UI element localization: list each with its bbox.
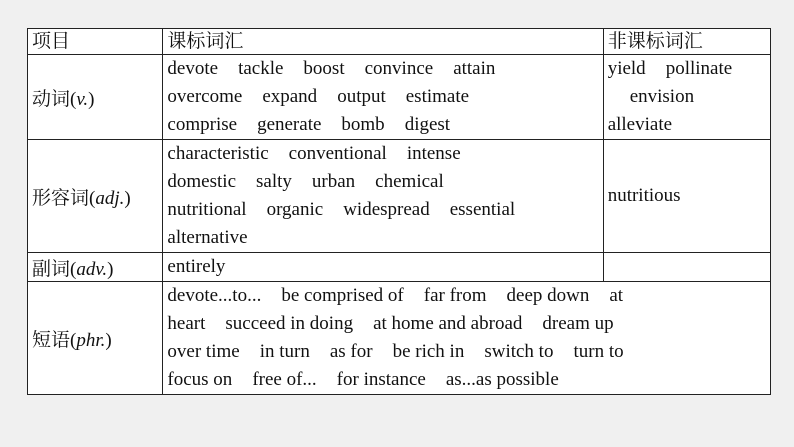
word-line xyxy=(608,55,767,83)
word: free of... xyxy=(252,369,317,390)
category-verbs: 动词(v.) xyxy=(28,55,163,140)
word-line xyxy=(167,140,599,168)
category-zh: 形容词 xyxy=(32,187,90,209)
word: alternative xyxy=(167,227,248,248)
header-row xyxy=(28,29,771,55)
word: switch to xyxy=(484,341,554,362)
word-line xyxy=(167,310,767,338)
word: tackle xyxy=(238,58,284,79)
word: be comprised of xyxy=(281,285,404,306)
word-line xyxy=(167,224,599,252)
vocabulary-table xyxy=(27,28,771,395)
word: organic xyxy=(266,199,324,220)
word-line xyxy=(167,366,767,394)
word: entirely xyxy=(167,256,226,277)
word: intense xyxy=(406,143,461,164)
non-curriculum-cell-adverbs xyxy=(603,253,770,282)
word: convince xyxy=(364,58,434,79)
word: nutritional xyxy=(167,199,247,220)
word-line xyxy=(608,182,767,210)
word: devote xyxy=(167,58,219,79)
table-row-adverbs xyxy=(28,253,771,282)
curriculum-cell-phrases xyxy=(163,282,771,395)
word: conventional xyxy=(288,143,387,164)
curriculum-cell-adverbs xyxy=(163,253,603,282)
table-row-phrases xyxy=(28,282,771,395)
word: widespread xyxy=(343,199,430,220)
word: chemical xyxy=(375,171,444,192)
category-en: adj. xyxy=(95,187,125,209)
word: domestic xyxy=(167,171,237,192)
word: pollinate xyxy=(665,58,733,79)
word-line xyxy=(167,55,599,83)
word-line xyxy=(608,83,767,111)
word: nutritious xyxy=(607,185,681,206)
word: envision xyxy=(629,86,695,107)
word: generate xyxy=(257,114,322,135)
header-curriculum-vocab: 课标词汇 xyxy=(163,29,603,55)
table-row-adjectives xyxy=(28,140,771,253)
word: estimate xyxy=(405,86,470,107)
word-line xyxy=(167,111,599,139)
word-line xyxy=(167,168,599,196)
word: salty xyxy=(256,171,292,192)
non-curriculum-cell-adjectives xyxy=(603,140,770,253)
category-zh: 动词 xyxy=(32,88,71,110)
category-phrases: 短语(phr.) xyxy=(28,282,163,395)
word: focus on xyxy=(167,369,233,390)
word-line xyxy=(167,83,599,111)
word: digest xyxy=(404,114,451,135)
word: essential xyxy=(449,199,516,220)
word: for instance xyxy=(336,369,426,390)
word: boost xyxy=(303,58,345,79)
word: over time xyxy=(167,341,240,362)
word: succeed in doing xyxy=(225,313,354,334)
curriculum-cell-adjectives xyxy=(163,140,603,253)
word: urban xyxy=(311,171,356,192)
category-zh: 副词 xyxy=(32,258,71,280)
category-adverbs: 副词(adv.) xyxy=(28,253,163,282)
header-non-curriculum-vocab: 非课标词汇 xyxy=(603,29,770,55)
word: devote...to... xyxy=(167,285,262,306)
word: at xyxy=(609,285,624,306)
word: as...as possible xyxy=(445,369,559,390)
word: alleviate xyxy=(607,114,673,135)
category-adjectives: 形容词(adj.) xyxy=(28,140,163,253)
word: overcome xyxy=(167,86,243,107)
word: expand xyxy=(262,86,318,107)
word: in turn xyxy=(259,341,310,362)
word: turn to xyxy=(573,341,624,362)
word-line xyxy=(608,111,767,139)
table-row-verbs xyxy=(28,55,771,140)
word: far from xyxy=(423,285,487,306)
word: yield xyxy=(607,58,646,79)
curriculum-cell-verbs xyxy=(163,55,603,140)
word-line xyxy=(167,338,767,366)
category-en: phr. xyxy=(76,329,106,351)
word: attain xyxy=(453,58,496,79)
word: comprise xyxy=(167,114,238,135)
word: bomb xyxy=(341,114,385,135)
word: as for xyxy=(329,341,373,362)
word: deep down xyxy=(506,285,590,306)
category-zh: 短语 xyxy=(32,329,71,351)
word: be rich in xyxy=(392,341,465,362)
word-line xyxy=(167,196,599,224)
word: characteristic xyxy=(167,143,269,164)
category-en: v. xyxy=(76,88,89,110)
word: heart xyxy=(167,313,206,334)
word-line xyxy=(167,253,599,281)
word: dream up xyxy=(542,313,614,334)
word-line xyxy=(167,282,767,310)
word: output xyxy=(337,86,386,107)
category-en: adv. xyxy=(76,258,108,280)
header-item: 项目 xyxy=(28,29,163,55)
non-curriculum-cell-verbs xyxy=(603,55,770,140)
word: at home and abroad xyxy=(373,313,523,334)
